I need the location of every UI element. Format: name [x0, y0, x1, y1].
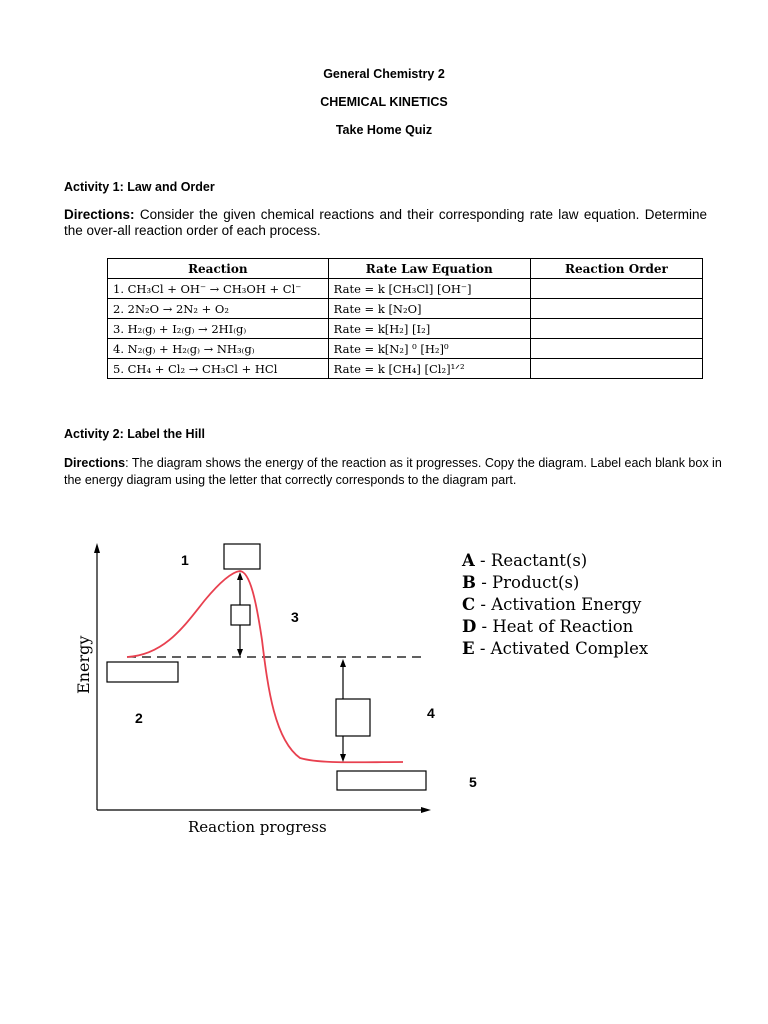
- directions-text: : The diagram shows the energy of the reaction as it progresses. Copy the diagram. Label each blank box in the energy diagram using the letter that correctly corresponds to the diagram part.: [64, 456, 722, 487]
- rate-law-cell: Rate = k [CH₃Cl] [OH⁻]: [328, 279, 530, 299]
- box-number-5: 5: [469, 774, 477, 790]
- legend-item: B - Product(s): [462, 573, 580, 592]
- legend-item: C - Activation Energy: [462, 595, 642, 614]
- course-title: General Chemistry 2: [323, 67, 445, 81]
- arrow-up-icon: [237, 572, 243, 580]
- legend-item: E - Activated Complex: [462, 639, 649, 658]
- label-box-2[interactable]: [107, 662, 178, 682]
- label-box-1[interactable]: [224, 544, 260, 569]
- column-header-reaction: Reaction: [108, 259, 329, 279]
- reaction-cell: 3. H₂₍g₎ + I₂₍g₎ → 2HI₍g₎: [108, 319, 329, 339]
- box-number-4: 4: [427, 705, 435, 721]
- diagram-legend: [462, 550, 648, 660]
- box-number-1: 1: [181, 552, 189, 568]
- rate-law-cell: Rate = k[H₂] [I₂]: [328, 319, 530, 339]
- directions-label: Directions:: [64, 207, 135, 222]
- activity2-title: Activity 2: Label the Hill: [64, 427, 206, 441]
- directions-text: Consider the given chemical reactions and their corresponding rate law equation. Determine the over-all reaction order of each process.: [64, 207, 707, 238]
- topic-title: CHEMICAL KINETICS: [320, 95, 448, 109]
- arrow-down-icon: [340, 754, 346, 762]
- reaction-cell: 5. CH₄ + Cl₂ → CH₃Cl + HCl: [108, 359, 329, 379]
- arrow-down-icon: [237, 649, 243, 657]
- legend-item: A - Reactant(s): [462, 551, 588, 570]
- y-axis-label: Energy: [74, 635, 93, 694]
- rate-law-cell: Rate = k[N₂] ⁰ [H₂]⁰: [328, 339, 530, 359]
- rate-law-cell: Rate = k [N₂O]: [328, 299, 530, 319]
- x-axis-label: Reaction progress: [188, 818, 327, 836]
- reaction-cell: 2. 2N₂O → 2N₂ + O₂: [108, 299, 329, 319]
- x-axis-arrow-icon: [421, 807, 431, 813]
- label-box-5[interactable]: [337, 771, 426, 790]
- rate-law-cell: Rate = k [CH₄] [Cl₂]¹ᐟ²: [328, 359, 530, 379]
- column-header-order: Reaction Order: [530, 259, 702, 279]
- activity1-title: Activity 1: Law and Order: [64, 180, 215, 194]
- directions-label: Directions: [64, 456, 126, 470]
- legend-item: D - Heat of Reaction: [462, 617, 634, 636]
- reaction-cell: 1. CH₃Cl + OH⁻ → CH₃OH + Cl⁻: [108, 279, 329, 299]
- box-number-3: 3: [291, 609, 299, 625]
- column-header-rate-law: Rate Law Equation: [328, 259, 530, 279]
- y-axis-arrow-icon: [94, 543, 100, 553]
- label-box-4[interactable]: [336, 699, 370, 736]
- quiz-title: Take Home Quiz: [335, 123, 433, 137]
- reaction-cell: 4. N₂₍g₎ + H₂₍g₎ → NH₃₍g₎: [108, 339, 329, 359]
- label-box-3[interactable]: [231, 605, 250, 625]
- box-number-2: 2: [135, 710, 143, 726]
- arrow-up-icon: [340, 659, 346, 667]
